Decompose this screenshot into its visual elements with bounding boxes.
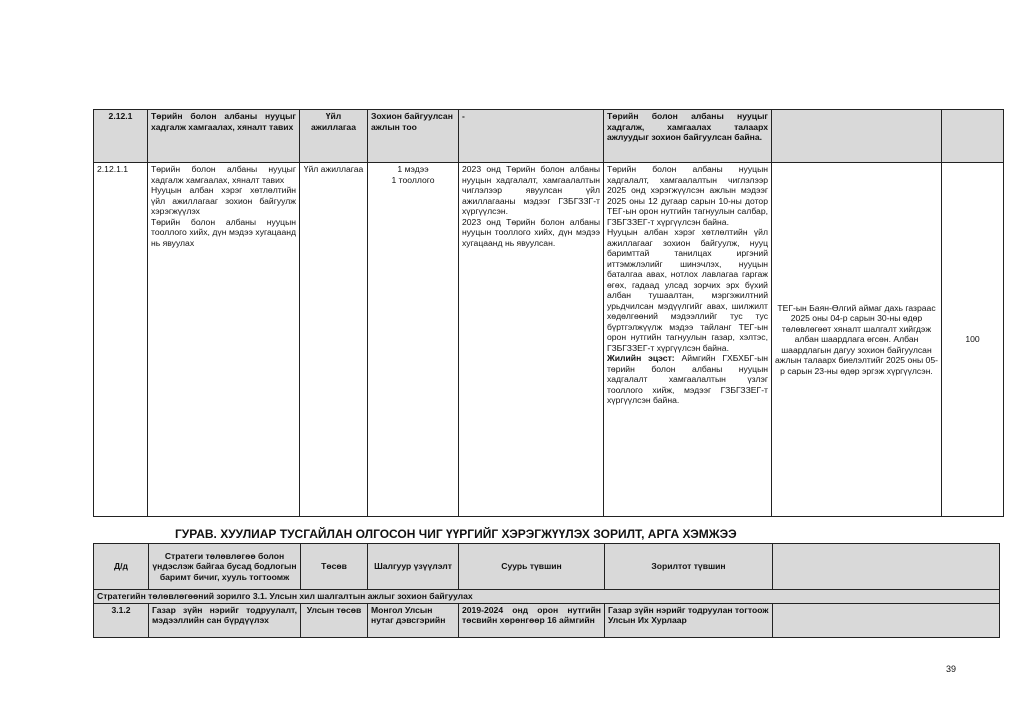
section-heading: ГУРАВ. ХУУЛИАР ТУСГАЙЛАН ОЛГОСОН ЧИГ ҮҮРГИЙГ ХЭРЭГЖҮҮЛЭХ ЗОРИЛТ, АРГА ХЭМЖЭЭ <box>175 527 737 541</box>
header-no: Д/д <box>94 544 149 590</box>
header-indicator: Шалгуур үзүүлэлт <box>368 544 459 590</box>
baseline-cell: 2023 онд Төрийн болон албаны нууцын хадгалалт, хамгаалалтын чиглэлээр явуулсан үйл ажиллагааны мэдээг ГЗБГЗЗГ-т хүргүүлсэн. 2023 онд Төрийн болон албаны нууцын тооллого хийх, дүн мэдээ хугацаанд нь явуулсан. <box>459 163 604 517</box>
measures-table <box>93 543 1000 638</box>
header-baseline: Суурь түвшин <box>459 544 605 590</box>
header-empty <box>773 544 1000 590</box>
budget-cell: Улсын төсөв <box>301 603 368 637</box>
target-paragraph-2: Нууцын албан хэрэг хөтлөлтийн үйл ажиллагааг зохион байгуулж, нууц баримттай танилцах иргэний иттэмжлэлийг шинэчлэх, нууцын баталгаа авах, нотлох лавлагаа гаргаж өгөх, гадаад улсад зорчих эрх бүхий албан тушаалтан, мэргэжилтний урьдчилсан мэдүүлгийг авах, шилжилт хөдөлгөөний мэдээллийг тус тус бүртгэлжүүлж мэдээ тайланг ТЕГ-ын орон нутгийн тагнуулын газар, хэлтэс, ГЗБГЗЗЕГ-т хүргүүлсэн байна. <box>607 227 768 353</box>
activity-table <box>93 109 1004 517</box>
count-cell: Зохион байгуулсан ажлын тоо <box>368 110 459 163</box>
score-cell-empty <box>942 110 1004 163</box>
target-paragraph-1: Төрийн болон албаны нууцын хадгалалт, хамгаалалтын чиглэлээр 2025 онд хэрэгжүүлсэн ажлын мэдээг 2025 оны 12 дугаар сарын 10-ны дотор ТЕГ-ын орон нутгийн тагнуулын салбар, ГЗБГЗЗЕГ-т хүргүүлсэн байна. <box>607 164 768 227</box>
result-cell: ТЕГ-ын Баян-Өлгий аймаг дахь газраас 2025 оны 04-р сарын 30-ны өдөр төлөвлөгөөт хяналт шалгалт хийгдэж албан шаардлага өгсөн. Албан шаардлагын дагуу зохион байгуулсан ажлын талаарх биелэлтийг 2025 оны 05-р сарын 23-ны өдөр эргэж хүргүүлсэн. <box>772 163 942 517</box>
strategy-cell: Газар зүйн нэрийг тодруулалт, мэдээллийн сан бүрдүүлэх <box>149 603 301 637</box>
target-cell: Төрийн болон албаны нууцыг хадгалж, хамгаалах талаарх ажлуудыг зохион байгуулсан байна. <box>604 110 772 163</box>
objective-cell: Стратегийн төлөвлөгөөний зорилго 3.1. Улсын хил шалгалтын ажлыг зохион байгуулах <box>94 590 1000 604</box>
target-cell: Газар зүйн нэрийг тодруулан тогтоож Улсын Их Хурлаар <box>605 603 773 637</box>
year-end-text: Аймгийн ГХБХБГ-ын төрийн болон албаны нууцын хадгалалт хамгаалалтын үзлэг тооллого хийж, мэдээг ГЗБГЗЗЕГ-т хүргүүлсэн байна. <box>607 353 768 405</box>
activity-cell: Төрийн болон албаны нууцыг хадгалж хамгаалах, хяналт тавих <box>148 110 300 163</box>
objective-row <box>94 590 1000 604</box>
page-number: 39 <box>946 664 957 674</box>
baseline-cell: 2019-2024 онд орон нутгийн төсвийн хөрөнгөөр 16 аймгийн <box>459 603 605 637</box>
header-budget: Төсөв <box>301 544 368 590</box>
score-cell: 100 <box>942 163 1004 517</box>
empty-cell <box>773 603 1000 637</box>
target-paragraph-3 <box>607 353 768 406</box>
amount-cell: 1 мэдээ 1 тооллого <box>368 163 459 517</box>
year-end-label: Жилийн эцэст: <box>607 353 675 363</box>
unit-cell: Үйл ажиллагаа <box>300 163 368 517</box>
activity-cell: Төрийн болон албаны нууцыг хадгалж хамгаалах, хяналт тавих Нууцын албан хэрэг хөтлөлтийн үйл ажиллагааг зохион байгуулж хэрэгжүүлэх Төрийн болон албаны нууцын тооллого хийх, дүн мэдээ хугацаанд нь явуулах <box>148 163 300 517</box>
code-cell: 2.12.1 <box>94 110 148 163</box>
code-cell: 3.1.2 <box>94 603 149 637</box>
baseline-cell: - <box>459 110 604 163</box>
table-row-2-12-1 <box>94 110 1004 163</box>
target-cell <box>604 163 772 517</box>
header-target: Зорилтот түвшин <box>605 544 773 590</box>
table-row-3-1-2 <box>94 603 1000 637</box>
indicator-cell: Монгол Улсын нутаг дэвсгэрийн <box>368 603 459 637</box>
result-cell-empty <box>772 110 942 163</box>
table-header-row <box>94 544 1000 590</box>
header-strategy: Стратеги төлөвлөгөө болон үндэслэж байгаа бусад бодлогын баримт бичиг, хууль тогтоомж <box>149 544 301 590</box>
table-row-2-12-1-1 <box>94 163 1004 517</box>
code-cell: 2.12.1.1 <box>94 163 148 517</box>
unit-cell: Үйл ажиллагаа <box>300 110 368 163</box>
